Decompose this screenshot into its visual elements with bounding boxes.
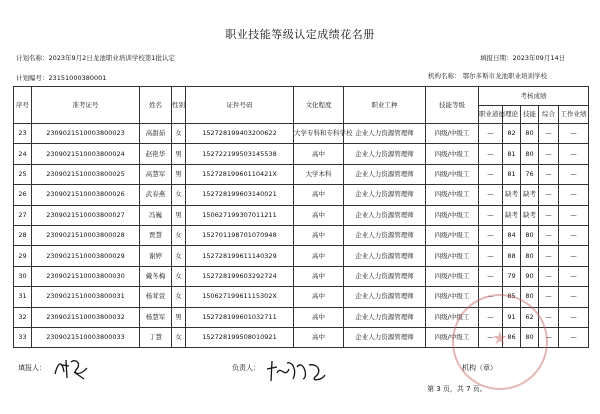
education: 大学专科和专科学校 [294,124,344,144]
plan-id: 计划编号：23151000380001 [16,74,107,82]
score-skill: 80 [521,124,539,144]
cert-number: 2309021510003800026 [32,185,140,205]
filler-signature [52,356,92,382]
id-number: 150627199307011211 [186,205,294,225]
score-comprehensive: — [539,185,559,205]
header-work-performance: 工作业绩 [559,106,589,124]
cert-number: 2309021510003800030 [32,266,140,286]
occupation: 企业人力资源管理师 [344,205,426,225]
skill-level: 四级/中级工 [426,327,479,347]
header-education: 文化程度 [294,87,344,124]
cert-number: 2309021510003800033 [32,327,140,347]
table-row [14,287,589,307]
person-name: 冯巍 [140,205,172,225]
score-work-performance: — [559,327,589,347]
occupation: 企业人力资源管理师 [344,164,426,184]
score-comprehensive: — [539,144,559,164]
occupation: 企业人力资源管理师 [344,225,426,245]
responsible-signature [263,355,329,385]
person-name: 谢婷 [140,246,172,266]
id-number: 15272819960110421X [186,164,294,184]
occupation: 企业人力资源管理师 [344,124,426,144]
table-row [14,205,589,225]
table-row [14,307,589,327]
skill-level: 四级/中级工 [426,287,479,307]
score-roster-table [13,86,589,348]
score-ethics: — [479,225,503,245]
gender: 女 [172,327,186,347]
filler-label: 填报人： [18,364,46,372]
skill-level: 四级/中级工 [426,144,479,164]
cert-number: 2309021510003800029 [32,246,140,266]
score-theory: 88 [503,246,521,266]
score-skill: 80 [521,246,539,266]
person-name: 杨茸萱 [140,287,172,307]
table-row [14,124,589,144]
person-name: 丁慧 [140,327,172,347]
education: 高中 [294,225,344,245]
education: 大学本科 [294,164,344,184]
gender: 女 [172,266,186,286]
gender: 男 [172,307,186,327]
score-ethics: — [479,144,503,164]
cert-number: 2309021510003800028 [32,225,140,245]
page-indicator: 第 3 页，共 7 页。 [427,385,487,393]
score-comprehensive: — [539,225,559,245]
education: 高中 [294,205,344,225]
cert-number: 2309021510003800025 [32,164,140,184]
table-row [14,266,589,286]
occupation: 企业人力资源管理师 [344,246,426,266]
gender: 男 [172,205,186,225]
score-work-performance: — [559,225,589,245]
score-theory: 81 [503,164,521,184]
education: 高中 [294,246,344,266]
row-no: 32 [14,307,32,327]
row-no: 30 [14,266,32,286]
header-cert-number: 准考证号 [32,87,140,124]
fill-date: 填报日期：2023年09月14日 [480,54,566,62]
score-work-performance: — [559,307,589,327]
person-name: 杨慧军 [140,307,172,327]
score-theory: 缺考 [503,185,521,205]
header-skill-level: 技能等级 [426,87,479,124]
score-ethics: — [479,287,503,307]
score-skill: 缺考 [521,205,539,225]
id-number: 152701198701070948 [186,225,294,245]
skill-level: 四级/中级工 [426,225,479,245]
header-comprehensive: 综合 [539,106,559,124]
score-theory: 91 [503,307,521,327]
header-no: 序号 [14,87,32,124]
person-name: 高甜茹 [140,124,172,144]
id-number: 152728199603292724 [186,266,294,286]
score-ethics: — [479,205,503,225]
gender: 女 [172,185,186,205]
score-comprehensive: — [539,287,559,307]
cert-number: 2309021510003800024 [32,144,140,164]
skill-level: 四级/中级工 [426,246,479,266]
id-number: 152728199601032711 [186,307,294,327]
skill-level: 四级/中级工 [426,124,479,144]
gender: 男 [172,144,186,164]
occupation: 企业人力资源管理师 [344,144,426,164]
score-comprehensive: — [539,205,559,225]
table-row [14,327,589,347]
responsible-label: 负责人： [232,364,260,372]
row-no: 26 [14,185,32,205]
score-comprehensive: — [539,327,559,347]
person-name: 武春燕 [140,185,172,205]
score-comprehensive: — [539,266,559,286]
row-no: 28 [14,225,32,245]
education: 高中 [294,307,344,327]
score-work-performance: — [559,164,589,184]
score-skill: 62 [521,307,539,327]
score-theory: 81 [503,144,521,164]
skill-level: 四级/中级工 [426,185,479,205]
person-name: 戴冬梅 [140,266,172,286]
row-no: 25 [14,164,32,184]
education: 高中 [294,144,344,164]
gender: 女 [172,246,186,266]
occupation: 企业人力资源管理师 [344,307,426,327]
header-theory: 理论 [503,106,521,124]
table-body [14,124,589,348]
person-name: 贾慧 [140,225,172,245]
seal-star-icon: ★ [491,328,509,349]
education: 高中 [294,185,344,205]
gender: 女 [172,287,186,307]
cert-number: 2309021510003800023 [32,124,140,144]
score-work-performance: — [559,124,589,144]
header-scores: 考核成绩 [479,87,589,106]
id-number: 152728199611140329 [186,246,294,266]
score-skill: 90 [521,266,539,286]
score-skill: 缺考 [521,185,539,205]
score-comprehensive: — [539,164,559,184]
row-no: 31 [14,287,32,307]
cert-number: 2309021510003800027 [32,205,140,225]
score-theory: 86 [503,327,521,347]
score-theory: 79 [503,266,521,286]
score-work-performance: — [559,246,589,266]
skill-level: 四级/中级工 [426,205,479,225]
header-gender: 性别 [172,87,186,124]
person-name: 高慧军 [140,164,172,184]
education: 高中 [294,287,344,307]
cert-number: 2309021510003800031 [32,287,140,307]
table-row [14,246,589,266]
row-no: 29 [14,246,32,266]
org-seal-label: 机构（章） [462,364,497,372]
row-no: 24 [14,144,32,164]
org-name: 机构名称： 鄂尔多斯市龙池职业培训学校 [428,72,548,80]
row-no: 33 [14,327,32,347]
skill-level: 四级/中级工 [426,266,479,286]
header-id-number: 证件号码 [186,87,294,124]
score-ethics: — [479,185,503,205]
id-number: 152728199603140021 [186,185,294,205]
id-number: 152728199403200622 [186,124,294,144]
gender: 男 [172,164,186,184]
score-ethics: — [479,164,503,184]
score-skill: 80 [521,287,539,307]
score-work-performance: — [559,205,589,225]
score-work-performance: — [559,144,589,164]
row-no: 27 [14,205,32,225]
skill-level: 四级/中级工 [426,164,479,184]
score-theory: 缺考 [503,205,521,225]
header-occupation: 职业工种 [344,87,426,124]
id-number: 152722199503145538 [186,144,294,164]
cert-number: 2309021510003800032 [32,307,140,327]
score-theory: 82 [503,124,521,144]
occupation: 企业人力资源管理师 [344,185,426,205]
score-comprehensive: — [539,307,559,327]
gender: 女 [172,124,186,144]
score-theory: 85 [503,287,521,307]
skill-level: 四级/中级工 [426,307,479,327]
header-name: 姓名 [140,87,172,124]
score-comprehensive: — [539,246,559,266]
score-ethics: — [479,124,503,144]
score-theory: 84 [503,225,521,245]
plan-name: 计划名称：2023年9月2日龙池职业培训学校第1批认定 [16,54,175,62]
table-row [14,185,589,205]
row-no: 23 [14,124,32,144]
score-skill: 80 [521,144,539,164]
education: 高中 [294,327,344,347]
score-skill: 76 [521,164,539,184]
score-work-performance: — [559,287,589,307]
score-ethics: — [479,266,503,286]
score-ethics: — [479,307,503,327]
occupation: 企业人力资源管理师 [344,327,426,347]
header-ethics: 职业道德 [479,106,503,124]
score-work-performance: — [559,266,589,286]
education: 高中 [294,266,344,286]
id-number: 15062719961115302X [186,287,294,307]
score-ethics: — [479,246,503,266]
occupation: 企业人力资源管理师 [344,266,426,286]
occupation: 企业人力资源管理师 [344,287,426,307]
table-row [14,164,589,184]
header-skill: 技能 [521,106,539,124]
score-comprehensive: — [539,124,559,144]
page-title: 职业技能等级认定成绩花名册 [225,28,375,41]
gender: 女 [172,225,186,245]
score-skill: 80 [521,225,539,245]
score-ethics: — [479,327,503,347]
score-skill: 80 [521,327,539,347]
table-row [14,144,589,164]
table-row [14,225,589,245]
score-work-performance: — [559,185,589,205]
person-name: 赵艳华 [140,144,172,164]
id-number: 152728199508010921 [186,327,294,347]
